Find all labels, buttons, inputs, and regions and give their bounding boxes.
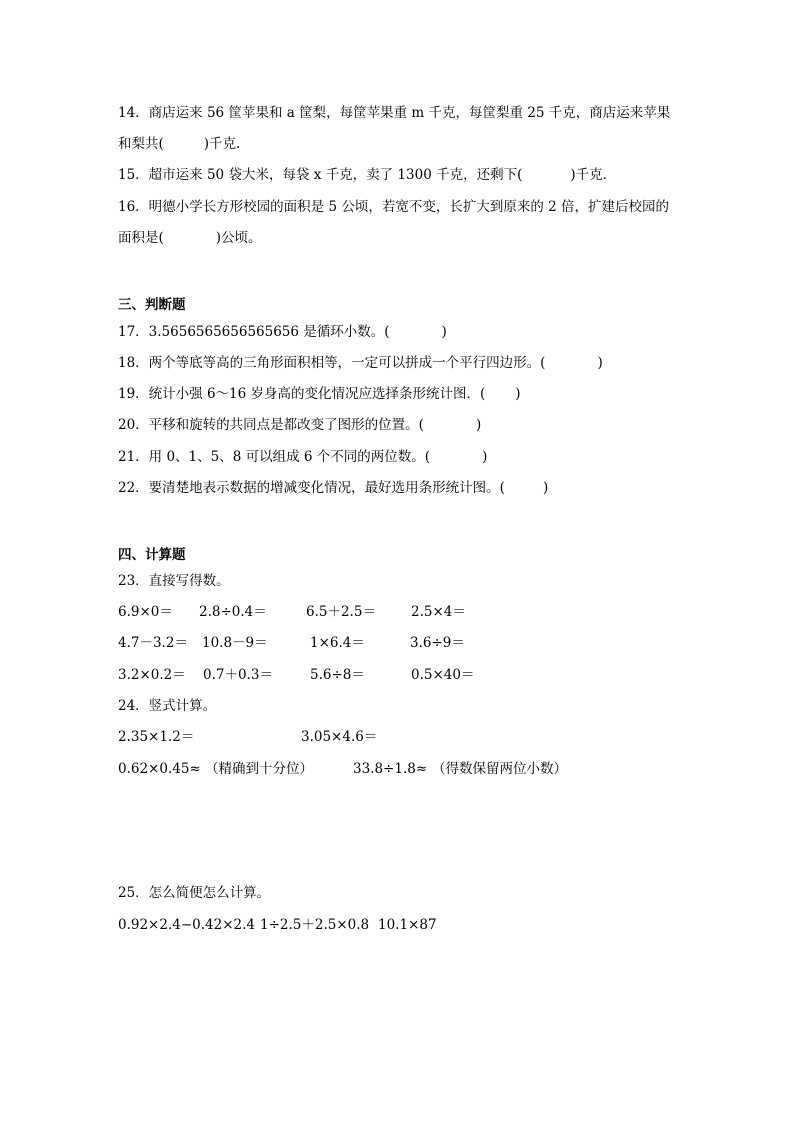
question-14-suffix: )千克．	[203, 136, 250, 152]
oral-calc-item: 6.5＋2.5＝	[306, 604, 376, 620]
oral-calc-item: 10.8－9＝	[202, 635, 268, 651]
judgment-item-text: 18．两个等底等高的三角形面积相等，一定可以拼成一个平行四边形。(	[118, 355, 546, 371]
simplified-calc-item: 10.1×87	[378, 917, 437, 933]
judgment-item	[118, 448, 487, 466]
judgment-item-close: )	[597, 355, 603, 371]
oral-calc-item: 6.9×0＝	[118, 604, 173, 620]
judgment-item-text: 20．平移和旋转的共同点是都改变了图形的位置。(	[118, 417, 424, 433]
oral-calc-item: 5.6÷8＝	[310, 667, 365, 683]
question-16-suffix: )公顷。	[215, 230, 262, 246]
vertical-calc-item: 2.35×1.2＝	[118, 729, 195, 745]
simplified-calc-item: 0.92×2.4−0.42×2.4	[118, 917, 255, 933]
judgment-item-text: 22．要清楚地表示数据的增减变化情况，最好选用条形统计图。(	[118, 480, 505, 496]
oral-calc-item: 0.7＋0.3＝	[203, 667, 273, 683]
question-25-title: 25．怎么简便怎么计算。	[118, 885, 271, 901]
vertical-calc-item: 0.62×0.45≈	[118, 761, 201, 777]
judgment-item-text: 19．统计小强 6～16 岁身高的变化情况应选择条形统计图．(	[118, 386, 486, 402]
oral-calc-item: 4.7－3.2＝	[118, 635, 188, 651]
judgment-item-close: )	[475, 417, 482, 433]
question-23-title: 23．直接写得数。	[118, 573, 230, 589]
section-heading-judgment: 三、判断题	[118, 297, 186, 313]
question-14-prefix: 和梨共(	[118, 136, 164, 152]
precision-note: （精确到十分位）	[205, 761, 313, 777]
oral-calc-item: 3.2×0.2＝	[118, 667, 186, 683]
precision-note: （得数保留两位小数）	[432, 761, 567, 777]
oral-calc-item: 0.5×40＝	[411, 667, 475, 683]
judgment-item	[118, 354, 603, 372]
section-heading-calculation: 四、计算题	[118, 547, 186, 563]
judgment-item-text: 21．用 0、1、5、8 可以组成 6 个不同的两位数。(	[118, 449, 431, 465]
judgment-item-close: )	[441, 324, 447, 340]
judgment-item	[118, 416, 481, 434]
judgment-item-text: 17．3.5656565656565656 是循环小数。(	[118, 324, 390, 340]
question-14-line1: 14．商店运来 56 筐苹果和 a 筐梨，每筐苹果重 m 千克，每筐梨重 25 千克，商店运来苹果	[118, 105, 671, 121]
question-16-line1: 16．明德小学长方形校园的面积是 5 公顷，若宽不变，长扩大到原来的 2 倍，扩建后校园的	[118, 199, 670, 215]
judgment-item	[118, 479, 548, 497]
vertical-calc-item: 33.8÷1.8≈	[353, 761, 428, 777]
judgment-item-close: )	[482, 449, 488, 465]
judgment-item-close: )	[515, 386, 521, 402]
question-14-line2	[118, 135, 250, 153]
oral-calc-item: 1×6.4＝	[310, 635, 365, 651]
vertical-calc-item: 3.05×4.6＝	[301, 729, 378, 745]
question-15-prefix: 15．超市运来 50 袋大米，每袋 x 千克，卖了 1300 千克，还剩下(	[118, 167, 523, 183]
question-24-title: 24．竖式计算。	[118, 698, 217, 714]
oral-calc-item: 2.5×4＝	[411, 604, 466, 620]
question-15	[118, 166, 616, 184]
question-15-suffix: )千克．	[570, 167, 617, 183]
question-16-prefix: 面积是(	[118, 230, 164, 246]
oral-calc-item: 2.8÷0.4＝	[199, 604, 267, 620]
simplified-calc-item: 1÷2.5＋2.5×0.8	[260, 917, 370, 933]
judgment-item-close: )	[542, 480, 549, 496]
question-16-line2	[118, 229, 262, 247]
judgment-item	[118, 323, 447, 341]
oral-calc-item: 3.6÷9＝	[410, 635, 465, 651]
judgment-item	[118, 385, 521, 403]
